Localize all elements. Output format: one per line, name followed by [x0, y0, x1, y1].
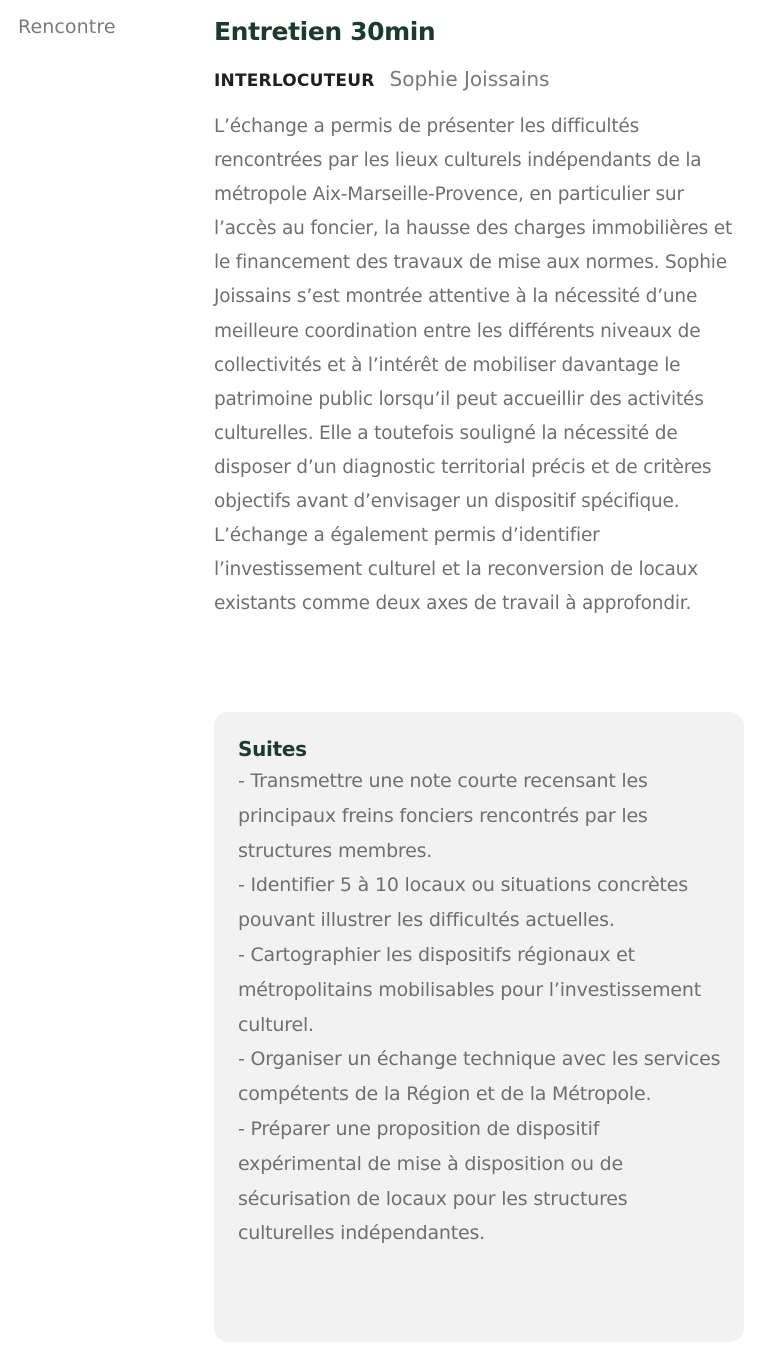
meeting-entry — [214, 14, 746, 621]
interlocutor-name: Sophie Joissains — [389, 67, 550, 91]
interlocutor-label: INTERLOCUTEUR — [214, 71, 375, 91]
meeting-title: Entretien 30min — [214, 17, 436, 46]
followups-list — [238, 764, 722, 1251]
interlocutor-row — [214, 67, 746, 97]
followup-item: - Préparer une proposition de dispositif expérimental de mise à disposition ou de sécurisation de locaux pour les structures culturelles indépendantes. — [238, 1117, 628, 1245]
meeting-category-label: Rencontre — [18, 16, 116, 38]
meeting-summary: L’échange a permis de présenter les difficultés rencontrées par les lieux culturels indépendants de la métropole Aix-Marseille-Provence, en particulier sur l’accès au foncier, la hausse des charges immobilières et le financement des travaux de mise aux normes. Sophie Joissains s’est montrée attentive à la nécessité d’une meilleure coordination entre les différents niveaux de collectivités et à l’intérêt de mobiliser davantage le patrimoine public lorsqu’il peut accueillir des activités culturelles. Elle a toutefois souligné la nécessité de disposer d’un diagnostic territorial précis et de critères objectifs avant d’envisager un dispositif spécifique. L’échange a également permis d’identifier l’investissement culturel et la reconversion de locaux existants comme deux axes de travail à approfondir. — [214, 116, 733, 615]
followup-item: - Organiser un échange technique avec les services compétents de la Région et de la Métropole. — [238, 1048, 721, 1106]
followup-item: - Transmettre une note courte recensant les principaux freins fonciers rencontrés par les structures membres. — [238, 770, 648, 862]
followup-item: - Identifier 5 à 10 locaux ou situations concrètes pouvant illustrer les difficultés actuelles. — [238, 874, 688, 932]
followup-item: - Cartographier les dispositifs régionaux et métropolitains mobilisables pour l’investissement culturel. — [238, 943, 701, 1036]
followups-title: Suites — [238, 737, 307, 761]
followups-panel — [214, 712, 744, 1342]
